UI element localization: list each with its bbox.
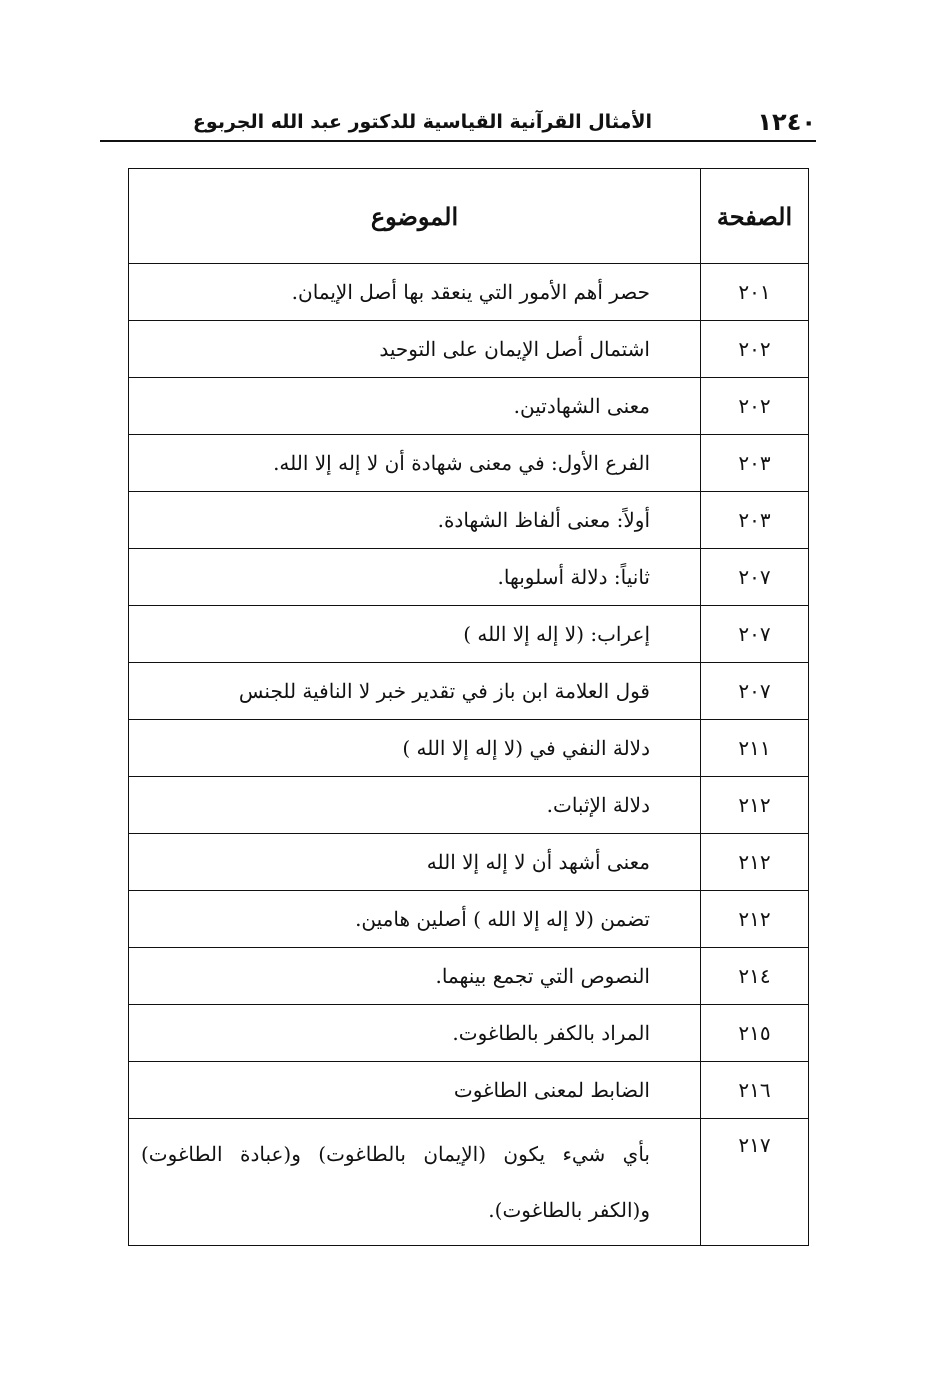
table-of-contents — [128, 168, 809, 1246]
table-row — [129, 606, 809, 663]
row-page-number: ٢٠٧ — [701, 549, 809, 606]
row-topic: تضمن (لا إله إلا الله ) أصلين هامين. — [129, 891, 701, 948]
book-title: الأمثال القرآنية القياسية للدكتور عبد الله الجربوع — [192, 111, 652, 133]
table-row — [129, 720, 809, 777]
row-page-number: ٢٠١ — [701, 264, 809, 321]
row-page-number: ٢١٤ — [701, 948, 809, 1005]
row-page-number: ٢٠٢ — [701, 321, 809, 378]
row-page-number: ٢١٦ — [701, 1062, 809, 1119]
row-topic: الضابط لمعنى الطاغوت — [129, 1062, 701, 1119]
row-page-number: ٢٠٧ — [701, 606, 809, 663]
row-topic: أولاً: معنى ألفاظ الشهادة. — [129, 492, 701, 549]
row-topic: حصر أهم الأمور التي ينعقد بها أصل الإيمان. — [129, 264, 701, 321]
row-topic: معنى الشهادتين. — [129, 378, 701, 435]
row-page-number: ٢١٢ — [701, 777, 809, 834]
row-page-number: ٢١٢ — [701, 834, 809, 891]
row-topic: معنى أشهد أن لا إله إلا الله — [129, 834, 701, 891]
table-row — [129, 435, 809, 492]
row-topic: قول العلامة ابن باز في تقدير خبر لا النافية للجنس — [129, 663, 701, 720]
page-number: ١٢٤٠ — [757, 108, 816, 136]
table-row — [129, 1119, 809, 1246]
row-topic: دلالة الإثبات. — [129, 777, 701, 834]
row-page-number: ٢١٥ — [701, 1005, 809, 1062]
row-page-number: ٢٠٧ — [701, 663, 809, 720]
table-row — [129, 663, 809, 720]
row-topic: النصوص التي تجمع بينهما. — [129, 948, 701, 1005]
table-row — [129, 321, 809, 378]
table-row — [129, 549, 809, 606]
row-topic: ثانياً: دلالة أسلوبها. — [129, 549, 701, 606]
table-row — [129, 264, 809, 321]
row-topic: دلالة النفي في (لا إله إلا الله ) — [129, 720, 701, 777]
row-topic: الفرع الأول: في معنى شهادة أن لا إله إلا الله. — [129, 435, 701, 492]
row-page-number: ٢١٧ — [701, 1119, 809, 1246]
column-header-page: الصفحة — [701, 169, 809, 264]
row-page-number: ٢٠٢ — [701, 378, 809, 435]
row-topic: بأي شيء يكون (الإيمان بالطاغوت) و(عبادة الطاغوت) و(الكفر بالطاغوت). — [129, 1119, 701, 1246]
table-row — [129, 834, 809, 891]
table-row — [129, 378, 809, 435]
page-header — [100, 104, 816, 140]
row-topic: إعراب: (لا إله إلا الله ) — [129, 606, 701, 663]
row-page-number: ٢١١ — [701, 720, 809, 777]
row-page-number: ٢٠٣ — [701, 492, 809, 549]
row-topic: المراد بالكفر بالطاغوت. — [129, 1005, 701, 1062]
row-page-number: ٢٠٣ — [701, 435, 809, 492]
table-header-row — [129, 169, 809, 264]
table-row — [129, 948, 809, 1005]
header-rule — [100, 140, 816, 142]
table-row — [129, 1005, 809, 1062]
table-row — [129, 777, 809, 834]
row-topic: اشتمال أصل الإيمان على التوحيد — [129, 321, 701, 378]
row-page-number: ٢١٢ — [701, 891, 809, 948]
table-row — [129, 891, 809, 948]
column-header-topic: الموضوع — [129, 169, 701, 264]
table-row — [129, 492, 809, 549]
table-row — [129, 1062, 809, 1119]
